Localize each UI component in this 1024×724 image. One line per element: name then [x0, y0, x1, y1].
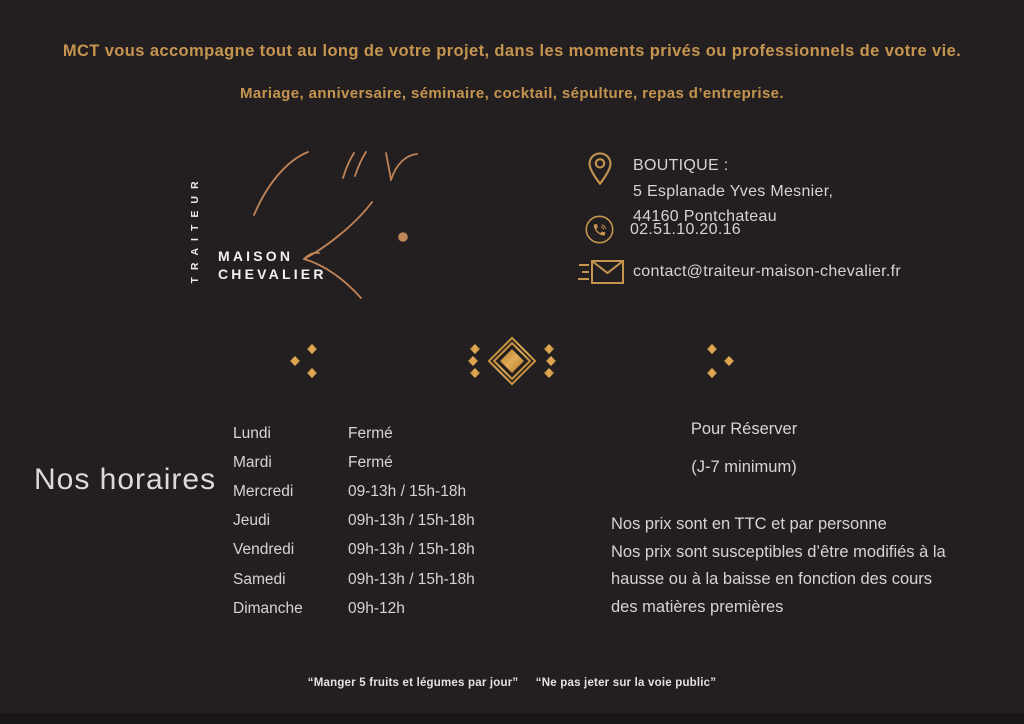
- hours-row: [233, 536, 475, 565]
- hours-time: Fermé: [348, 453, 393, 471]
- hours-time: 09h-12h: [348, 599, 405, 617]
- hours-time: 09h-13h / 15h-18h: [348, 512, 475, 530]
- hours-time: 09h-13h / 15h-18h: [348, 541, 475, 559]
- contact-phone: 02.51.10.20.16: [630, 221, 741, 238]
- booking-title: Pour Réserver: [690, 420, 798, 438]
- hours-time: 09-13h / 15h-18h: [348, 482, 467, 500]
- brand-logo-mark-icon: [240, 140, 430, 310]
- email-icon: [576, 256, 626, 288]
- hours-row: [233, 594, 475, 623]
- hours-title: Nos horaires: [34, 463, 217, 496]
- address-line-1: 5 Esplanade Yves Mesnier,: [633, 182, 834, 200]
- booking-note-line-1: Nos prix sont en TTC et par personne: [611, 515, 887, 533]
- hours-day: Mercredi: [233, 482, 294, 500]
- footer-quote-2: “Ne pas jeter sur la voie public”: [535, 677, 717, 689]
- hours-row: [233, 477, 475, 506]
- hours-row: [233, 565, 475, 594]
- phone-icon: [584, 214, 615, 245]
- header-line-2: Mariage, anniversaire, séminaire, cocktail, sépulture, repas d’entreprise.: [240, 85, 784, 102]
- hours-day: Lundi: [233, 424, 271, 442]
- brand-vertical-label: TRAITEUR: [189, 174, 201, 284]
- hours-day: Jeudi: [233, 512, 271, 530]
- hours-row: [233, 448, 475, 477]
- brand-name: [218, 247, 358, 283]
- address-line-2: 44160 Pontchateau: [633, 208, 777, 225]
- footer-quotes: [0, 677, 1024, 689]
- booking-note-rest: Nos prix sont susceptibles d’être modifiés à la hausse ou à la baisse en fonction des cours des matières premières: [611, 542, 946, 616]
- footer-quote-1: “Manger 5 fruits et légumes par jour”: [307, 677, 519, 689]
- hours-row: [233, 419, 475, 448]
- hours-time: 09h-13h / 15h-18h: [348, 570, 475, 588]
- boutique-label: BOUTIQUE :: [633, 157, 729, 174]
- hours-day: Dimanche: [233, 599, 303, 617]
- location-pin-icon: [585, 151, 615, 188]
- brand-name-line-2: CHEVALIER: [218, 266, 327, 282]
- header-line-1: MCT vous accompagne tout au long de votre projet, dans les moments privés ou professionnels de votre vie.: [62, 42, 962, 60]
- contact-address: [633, 153, 833, 230]
- divider-ornament-icon: [287, 336, 737, 386]
- hours-day: Vendredi: [233, 541, 295, 559]
- hours-day: Samedi: [233, 570, 286, 588]
- brand-name-line-1: MAISON: [218, 248, 294, 264]
- bottom-edge-strip: [0, 713, 1024, 724]
- hours-table: [233, 419, 475, 623]
- hours-day: Mardi: [233, 453, 272, 471]
- hours-time: Fermé: [348, 424, 393, 442]
- booking-subtitle: (J-7 minimum): [691, 458, 797, 476]
- booking-note: [611, 511, 956, 621]
- hours-row: [233, 507, 475, 536]
- contact-email: contact@traiteur-maison-chevalier.fr: [633, 263, 902, 280]
